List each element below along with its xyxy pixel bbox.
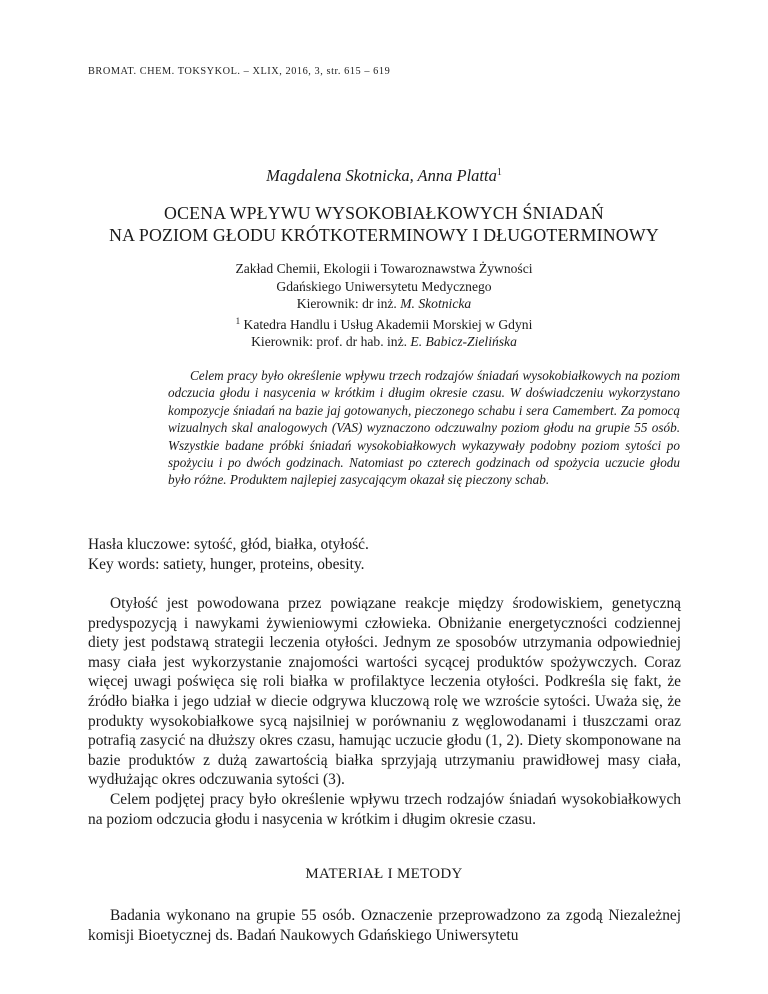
intro-paragraph-1: Otyłość jest powodowana przez powiązane reakcje między środowiskiem, genetyczną predyspozycją i nawykami żywieniowymi człowieka. Obniżanie energetyczności codziennej diety jest podstawą strategii leczenia otyłości. Jednym ze sposobów utrzymania odpowiedniej masy ciała jest wykorzystanie znajomości wartości sycącej produktów spożywczych. Coraz więcej uwagi poświęca się roli białka w profilaktyce leczenia otyłości. Podkreśla się fakt, że źródło białka i jego udział w diecie odgrywa kluczową rolę we wzroście sytości. Uważa się, że produkty wysokobiałkowe sycą najsilniej w porównaniu z węglowodanami i tłuszczami oraz potrafią zasycić na dłuższy okres czasu, hamując uczucie głodu (1, 2). Diety skomponowane na bazie produktów z dużą zawartością białka sprzyjają utrzymaniu prawidłowej masy ciała, wydłużając okres odczuwania sytości (3). [88,595,681,789]
section-heading-methods: MATERIAŁ I METODY [305,866,463,882]
running-head: BROMAT. CHEM. TOKSYKOL. – XLIX, 2016, 3, str. 615 – 619 [88,66,391,77]
affiliation-2-head [0,333,768,351]
keywords-en: Key words: satiety, hunger, proteins, obesity. [88,556,365,573]
introduction [88,594,681,829]
affiliation-1-head-name: M. Skotnicka [400,296,472,312]
affiliation-1-line-2: Gdańskiego Uniwersytetu Medycznego [276,278,492,294]
intro-paragraph-2: Celem podjętej pracy było określenie wpływu trzech rodzajów śniadań wysokobiałkowych na poziom odczucia głodu i nasycenia w krótkim i długim okresie czasu. [88,790,681,828]
authors [0,166,768,186]
affiliation-1-line-1: Zakład Chemii, Ekologii i Towaroznawstwa Żywności [235,261,533,276]
methods-text [88,906,681,945]
affiliation-2-head-prefix: Kierownik: prof. dr hab. inż. [251,334,411,350]
affiliation-2-head-name: E. Babicz-Zielińska [410,334,517,350]
affiliation-1-head [0,295,768,313]
affiliation-1-head-prefix: Kierownik: dr inż. [296,296,401,312]
methods-paragraph-1: Badania wykonano na grupie 55 osób. Oznaczenie przeprowadzono za zgodą Niezależnej komisji Bioetycznej ds. Badań Naukowych Gdańskiego Uniwersytetu [88,907,681,944]
affiliation-2-mark: 1 [235,315,241,326]
keywords-pl: Hasła kluczowe: sytość, głód, białka, otyłość. [88,536,369,553]
affiliation-2-line-1 [0,313,768,334]
title-line-1: OCENA WPŁYWU WYSOKOBIAŁKOWYCH ŚNIADAŃ [164,203,604,223]
abstract: Celem pracy było określenie wpływu trzech rodzajów śniadań wysokobiałkowych na poziom odczucia głodu i nasycenia w krótkim i długim okresie czasu. W doświadczeniu wykorzystano kompozycje śniadań na bazie jaj gotowanych, pieczonego schabu i sera Camembert. Za pomocą wizualnych skal analogowych (VAS) wyznaczono odczuwalny poziom głodu na grupie 55 osób. Wszystkie badane próbki śniadań wysokobiałkowych wykazywały podobny poziom sytości po spożyciu i po dwóch godzinach. Natomiast po czterech godzinach od spożycia uczucie głodu było różne. Produktem najlepiej zasycającym okazał się pieczony schab. [168,368,680,488]
keywords [88,535,688,575]
author-names: Magdalena Skotnicka, Anna Platta [266,166,497,185]
affiliations [0,260,768,351]
article-title [0,202,768,246]
title-line-2: NA POZIOM GŁODU KRÓTKOTERMINOWY I DŁUGOTERMINOWY [109,225,659,245]
affiliation-2-text: Katedra Handlu i Usług Akademii Morskiej w Gdyni [240,316,533,332]
author-footnote-mark: 1 [496,167,502,178]
